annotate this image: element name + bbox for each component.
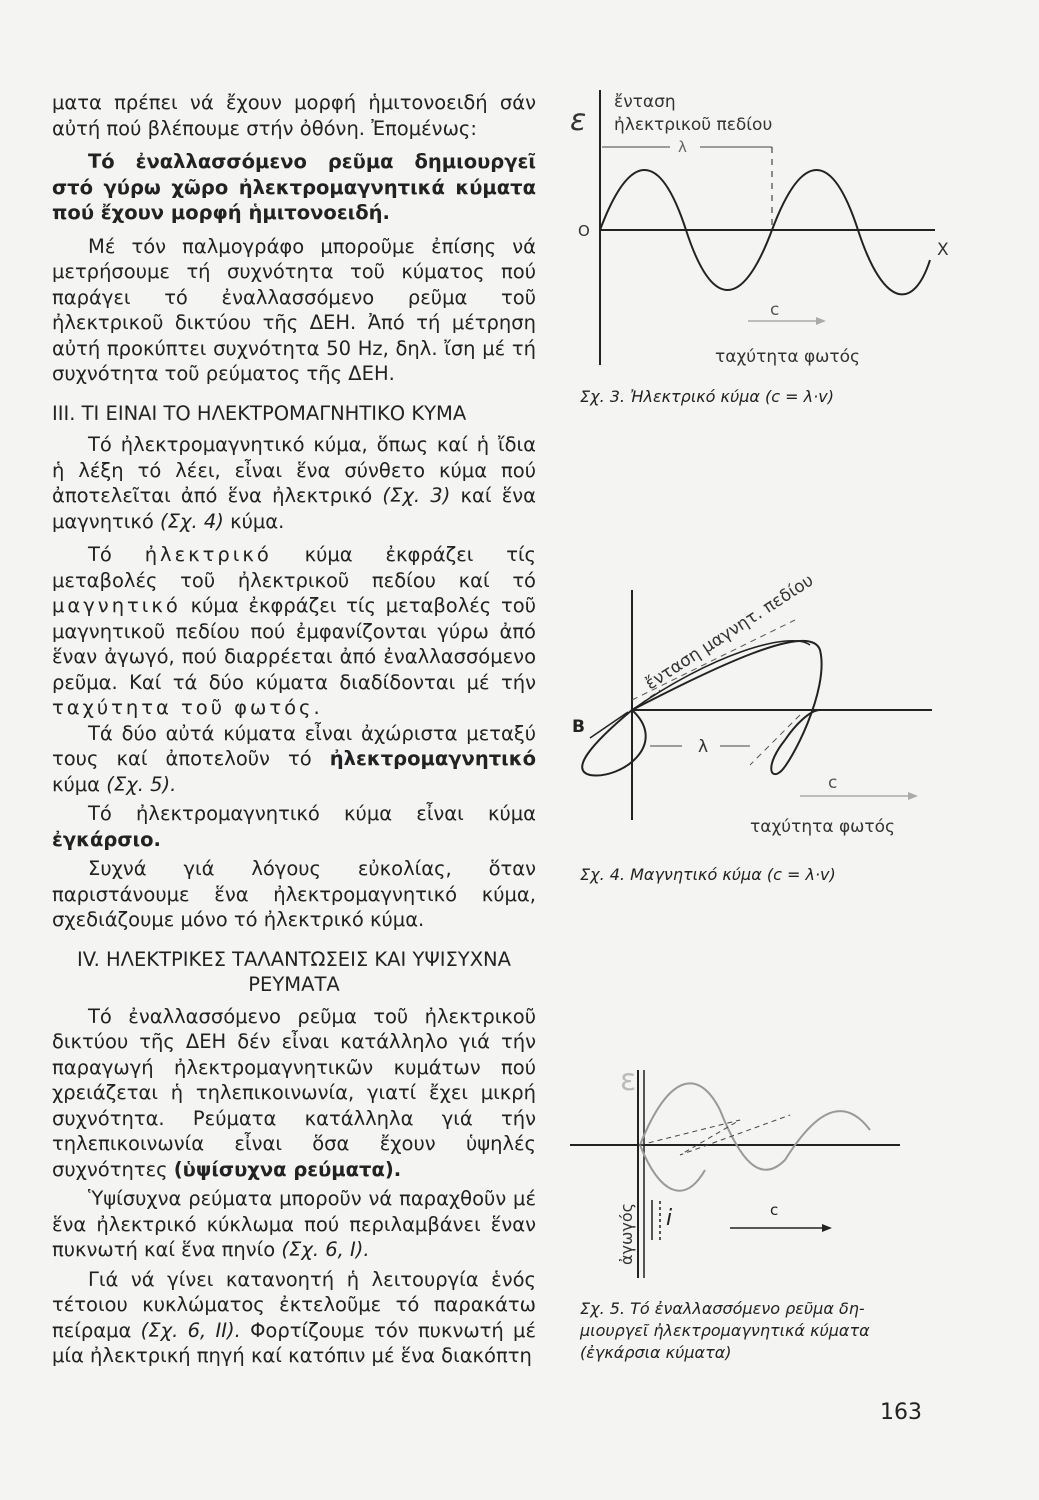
wavelength-label: λ bbox=[678, 138, 687, 156]
paragraph-em-wave: Τό ἠλεκτρομαγνητικό κύμα, ὅπως καί ἡ ἴδια ἡ λέξη τό λέει, εἶναι ἕνα σύνθετο κύμα πού ἀποτελεῖται ἀπό ἕνα ἠλεκτρικό (Σχ. 3) καί ἕνα μαγνητικό (Σχ. 4) κύμα. bbox=[52, 433, 536, 533]
paragraph-inseparable: Τά δύο αὐτά κύματα εἶναι ἀχώριστα μεταξύ τους καί ἀποτελοῦν τό ἠλεκτρομαγνητικό κύμα (Σχ. 5). bbox=[52, 721, 536, 796]
b-arrow bbox=[590, 712, 628, 738]
figure-5-caption bbox=[580, 1298, 870, 1364]
field-label-line1: ἔνταση bbox=[614, 92, 676, 112]
figure-3-electric-wave bbox=[570, 80, 970, 380]
e-symbol: ε bbox=[620, 1063, 637, 1098]
c-label: c bbox=[770, 300, 780, 320]
current-label: i bbox=[666, 1206, 673, 1231]
paragraph-transverse: Τό ἠλεκτρομαγνητικό κύμα εἶναι κύμα ἐγκάρσιο. bbox=[52, 802, 536, 851]
speed-label: ταχύτητα φωτός bbox=[715, 347, 861, 367]
wavelength-label: λ bbox=[698, 737, 709, 757]
x-axis-label: X bbox=[937, 240, 949, 260]
electric-wave-lower bbox=[640, 1145, 705, 1191]
page-number: 163 bbox=[880, 1400, 922, 1425]
e-symbol: ε bbox=[570, 103, 587, 138]
magnetic-field-label: ἔνταση μαγνητ. πεδίου bbox=[641, 570, 818, 695]
conductor-label: ἀγωγός bbox=[617, 1202, 636, 1265]
magnetic-wave-loop-main bbox=[632, 641, 822, 774]
sine-wave bbox=[600, 170, 930, 294]
paragraph-dei-current: Τό ἐναλλασσόμενο ρεῦμα τοῦ ἠλεκτρικοῦ δικτύου τῆς ΔΕΗ δέν εἶναι κατάλληλο γιά τήν παραγωγή ἠλεκτρομαγνητικῶν κυμάτων πού χρειάζεται ἡ τηλεπικοινωνία, γιατί ἔχει μικρή συχνότητα. Ρεύματα κατάλληλα γιά τήν τηλεπικοινωνία εἶναι ὅσα ἔχουν ὑψηλές συχνότητες (ὑψίσυχνα ρεύματα). bbox=[52, 1004, 536, 1181]
c-label: c bbox=[828, 773, 838, 793]
paragraph-fields: Τό ἠλεκτρικό κύμα ἐκφράζει τίς μεταβολές τοῦ ἠλεκτρικοῦ πεδίου καί τό μαγνητικό κύμα ἐκφράζει τίς μεταβολές τοῦ μαγνητικοῦ πεδίου πού ἐμφανίζονται γύρω ἀπό ἕναν ἀγωγό, πού διαρρέεται ἀπό ἐναλλασσόμενο ρεῦμα. Καί τά δύο κύματα διαδίδονται μέ τήν ταχύτητα τοῦ φωτός. bbox=[52, 543, 536, 719]
speed-arrowhead bbox=[816, 317, 826, 325]
paragraph-oscilloscope: Μέ τόν παλμογράφο μποροῦμε ἐπίσης νά μετρήσουμε τή συχνότητα τοῦ κύματος πού παράγει τό ἐναλλασσόμενο ρεῦμα τοῦ ἠλεκτρικοῦ δικτύου τῆς ΔΕΗ. Ἀπό τή μέτρηση αὐτή προκύπτει συχνότητα 50 Hz, δηλ. ἴση μέ τή συχνότητα τοῦ ρεύματος τῆς ΔΕΗ. bbox=[52, 234, 536, 385]
caption-line-2: μιουργεῖ ἠλεκτρομαγνητικά κύματα bbox=[580, 1321, 870, 1340]
b-label: B bbox=[572, 717, 585, 737]
dashed-guide-right bbox=[750, 715, 800, 765]
magnetic-wave-loop-left bbox=[582, 710, 646, 775]
paragraph-emphasis: Τό ἐναλλασσόμενο ρεῦμα δημιουργεῖ στό γύρω χῶρο ἠλεκτρομαγνητικά κύματα πού ἔχουν μορφή ἡμιτονοειδή. bbox=[52, 150, 536, 224]
figure-5-em-wave bbox=[570, 1060, 970, 1290]
paragraph-experiment: Γιά νά γίνει κατανοητή ἡ λειτουργία ἑνός τέτοιου κυκλώματος ἐκτελοῦμε τό παρακάτω πείραμα (Σχ. 6, II). Φορτίζουμε τόν πυκνωτή μέ μία ἠλεκτρική πηγή καί κατόπιν μέ ἕνα διακόπτη bbox=[52, 1267, 537, 1367]
paragraph-convenience: Συχνά γιά λόγους εὐκολίας, ὅταν παριστάνουμε ἕνα ἠλεκτρομαγνητικό κύμα, σχεδιάζουμε μόνο τό ἠλεκτρικό κύμα. bbox=[52, 857, 536, 931]
figure-3-caption: Σχ. 3. Ἠλεκτρικό κύμα (c = λ·v) bbox=[580, 387, 834, 406]
paragraph-high-frequency: Ὑψίσυχνα ρεύματα μποροῦν νά παραχθοῦν μέ ἕνα ἠλεκτρικό κύκλωμα πού περιλαμβάνει ἕναν πυκνωτή καί ἕνα πηνίο (Σχ. 6, I). bbox=[52, 1187, 536, 1261]
section-heading-4: IV. ΗΛΕΚΤΡΙΚΕΣ ΤΑΛΑΝΤΩΣΕΙΣ ΚΑΙ ΥΨΙΣΥΧΝΑ ΡΕΥΜΑΤΑ bbox=[77, 947, 511, 996]
figure-4-caption: Σχ. 4. Μαγνητικό κύμα (c = λ·v) bbox=[580, 865, 836, 884]
field-label-line2: ἠλεκτρικοῦ πεδίου bbox=[614, 115, 773, 135]
caption-line-3: (ἐγκάρσια κύματα) bbox=[580, 1343, 732, 1362]
section-heading-3: III. ΤΙ ΕΙΝΑΙ ΤΟ ΗΛΕΚΤΡΟΜΑΓΝΗΤΙΚΟ ΚΥΜΑ bbox=[52, 401, 467, 425]
text-column bbox=[52, 90, 536, 1369]
c-label: c bbox=[770, 1201, 779, 1219]
electric-wave bbox=[640, 1083, 870, 1169]
paragraph-intro: ματα πρέπει νά ἔχουν μορφή ἡμιτονοειδή σάν αὐτή πού βλέπουμε στήν ὀθόνη. Ἐπομένως: bbox=[52, 91, 536, 140]
caption-line-1: Σχ. 5. Τό ἐναλλασσόμενο ρεῦμα δη- bbox=[580, 1299, 865, 1318]
speed-arrowhead bbox=[908, 792, 918, 800]
figure-4-magnetic-wave bbox=[570, 560, 970, 850]
speed-label: ταχύτητα φωτός bbox=[750, 817, 896, 837]
magnetic-wave-dashed bbox=[640, 1115, 790, 1155]
origin-label: O bbox=[578, 222, 590, 240]
propagation-arrowhead bbox=[822, 1224, 832, 1232]
